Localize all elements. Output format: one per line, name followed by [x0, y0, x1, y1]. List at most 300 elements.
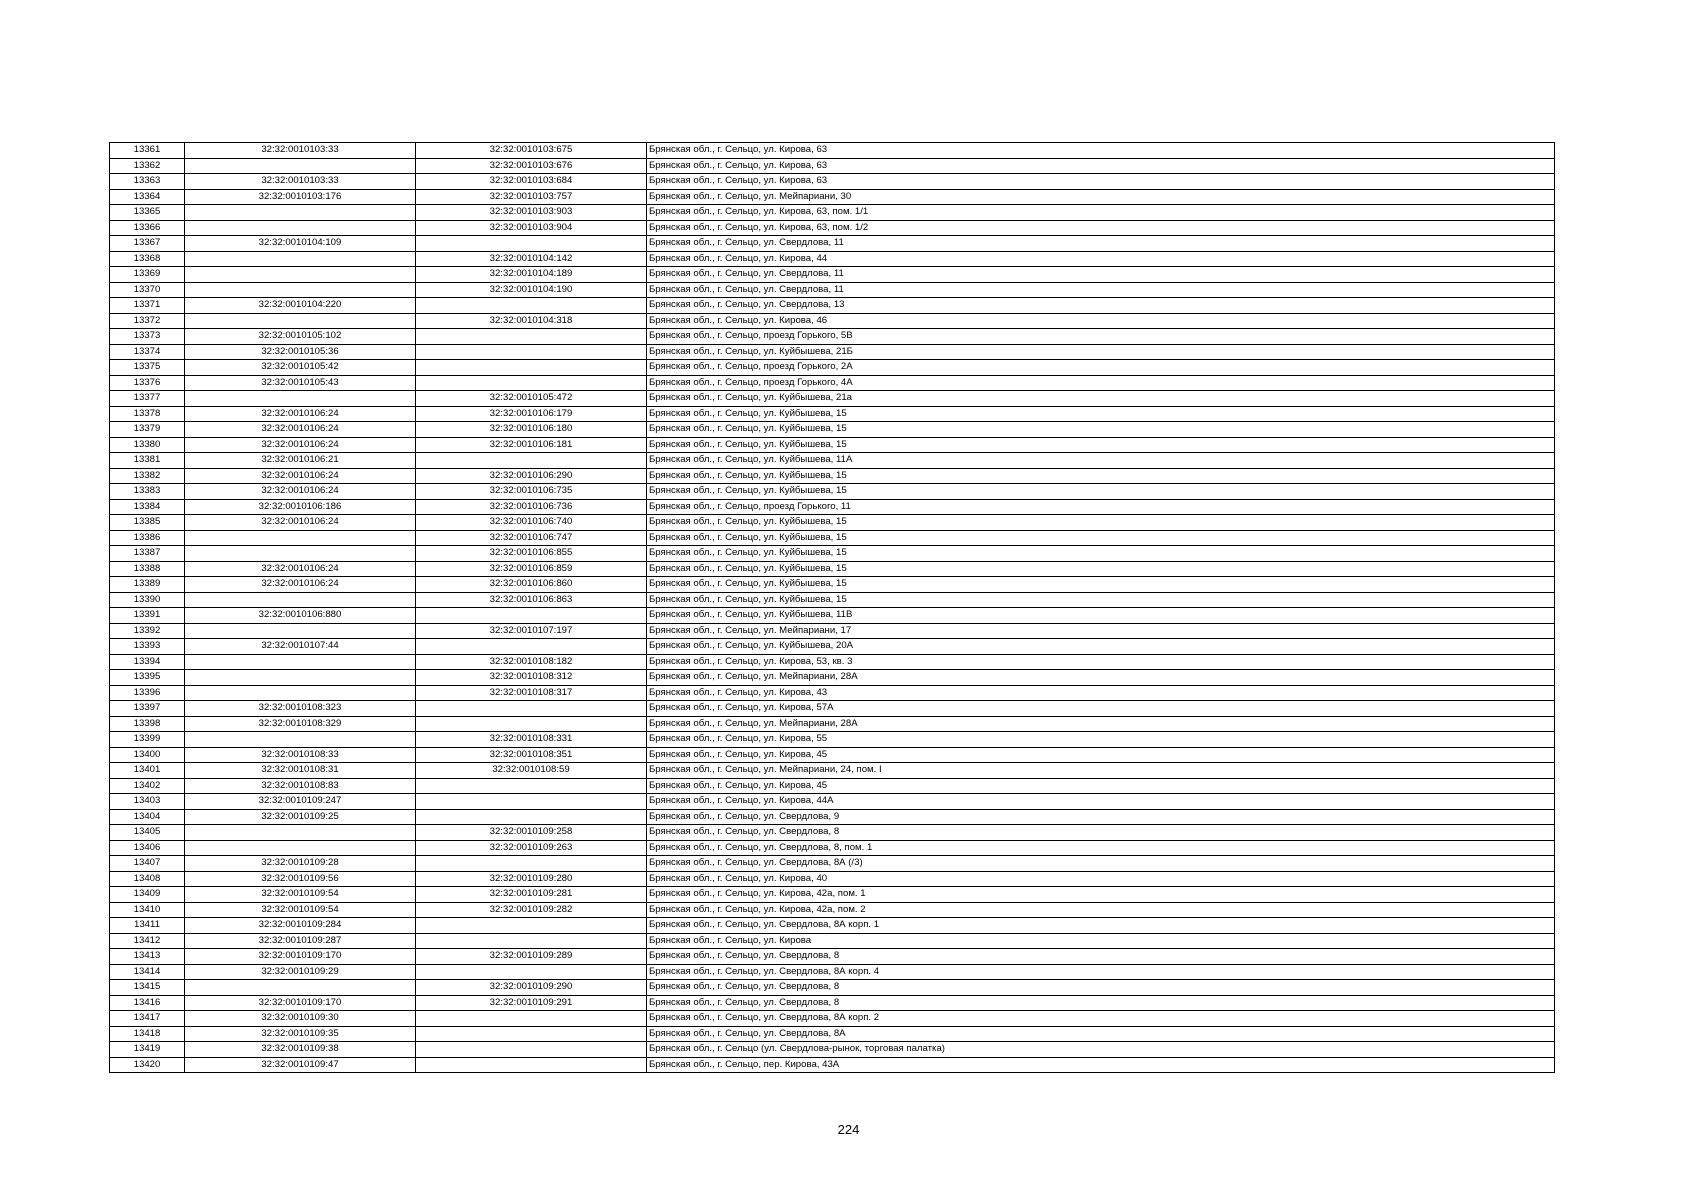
address-cell: Брянская обл., г. Сельцо, проезд Горького, 2А — [647, 360, 1555, 376]
cadastral-number-cell: 32:32:0010108:31 — [185, 763, 416, 779]
cadastral-number-cell: 32:32:0010109:28 — [185, 856, 416, 872]
table-row — [110, 685, 1555, 701]
row-number-cell: 13361 — [110, 143, 185, 159]
address-cell: Брянская обл., г. Сельцо, ул. Кирова, 55 — [647, 732, 1555, 748]
row-number-cell: 13383 — [110, 484, 185, 500]
address-cell: Брянская обл., г. Сельцо, ул. Свердлова, 11 — [647, 236, 1555, 252]
address-cell: Брянская обл., г. Сельцо, ул. Куйбышева, 15 — [647, 484, 1555, 500]
object-cadastral-number-cell: 32:32:0010109:263 — [416, 840, 647, 856]
object-cadastral-number-cell — [416, 794, 647, 810]
row-number-cell: 13407 — [110, 856, 185, 872]
object-cadastral-number-cell: 32:32:0010106:859 — [416, 561, 647, 577]
object-cadastral-number-cell — [416, 1042, 647, 1058]
cadastral-number-cell — [185, 220, 416, 236]
table-row — [110, 949, 1555, 965]
row-number-cell: 13414 — [110, 964, 185, 980]
row-number-cell: 13368 — [110, 251, 185, 267]
row-number-cell: 13411 — [110, 918, 185, 934]
row-number-cell: 13420 — [110, 1057, 185, 1073]
row-number-cell: 13393 — [110, 639, 185, 655]
address-cell: Брянская обл., г. Сельцо, ул. Куйбышева, 21а — [647, 391, 1555, 407]
cadastral-number-cell: 32:32:0010109:35 — [185, 1026, 416, 1042]
cadastral-number-cell: 32:32:0010109:29 — [185, 964, 416, 980]
row-number-cell: 13404 — [110, 809, 185, 825]
table-row — [110, 701, 1555, 717]
object-cadastral-number-cell — [416, 236, 647, 252]
address-cell: Брянская обл., г. Сельцо, ул. Куйбышева, 15 — [647, 422, 1555, 438]
object-cadastral-number-cell — [416, 453, 647, 469]
table-row — [110, 205, 1555, 221]
object-cadastral-number-cell: 32:32:0010108:59 — [416, 763, 647, 779]
cadastral-number-cell: 32:32:0010105:43 — [185, 375, 416, 391]
cadastral-number-cell: 32:32:0010104:220 — [185, 298, 416, 314]
cadastral-number-cell: 32:32:0010106:24 — [185, 561, 416, 577]
address-cell: Брянская обл., г. Сельцо, ул. Куйбышева, 15 — [647, 561, 1555, 577]
object-cadastral-number-cell: 32:32:0010105:472 — [416, 391, 647, 407]
table-row — [110, 809, 1555, 825]
cadastral-number-cell: 32:32:0010103:33 — [185, 143, 416, 159]
cadastral-number-cell — [185, 670, 416, 686]
address-cell: Брянская обл., г. Сельцо, ул. Куйбышева, 21Б — [647, 344, 1555, 360]
table-row — [110, 639, 1555, 655]
row-number-cell: 13402 — [110, 778, 185, 794]
object-cadastral-number-cell: 32:32:0010109:258 — [416, 825, 647, 841]
row-number-cell: 13362 — [110, 158, 185, 174]
address-cell: Брянская обл., г. Сельцо, ул. Кирова, 40 — [647, 871, 1555, 887]
cadastral-number-cell — [185, 530, 416, 546]
address-cell: Брянская обл., г. Сельцо, ул. Свердлова, 8 — [647, 949, 1555, 965]
cadastral-number-cell: 32:32:0010109:54 — [185, 887, 416, 903]
address-cell: Брянская обл., г. Сельцо, ул. Кирова, 43 — [647, 685, 1555, 701]
table-row — [110, 375, 1555, 391]
cadastral-number-cell: 32:32:0010109:25 — [185, 809, 416, 825]
object-cadastral-number-cell — [416, 856, 647, 872]
data-table — [109, 142, 1555, 1073]
address-cell: Брянская обл., г. Сельцо, ул. Куйбышева, 15 — [647, 515, 1555, 531]
row-number-cell: 13418 — [110, 1026, 185, 1042]
object-cadastral-number-cell: 32:32:0010103:757 — [416, 189, 647, 205]
row-number-cell: 13378 — [110, 406, 185, 422]
table-row — [110, 918, 1555, 934]
cadastral-number-cell: 32:32:0010106:24 — [185, 422, 416, 438]
address-cell: Брянская обл., г. Сельцо, ул. Мейпариани, 28А — [647, 716, 1555, 732]
table-row — [110, 732, 1555, 748]
address-cell: Брянская обл., г. Сельцо, ул. Кирова, 63, пом. 1/2 — [647, 220, 1555, 236]
table-row — [110, 1026, 1555, 1042]
row-number-cell: 13390 — [110, 592, 185, 608]
cadastral-number-cell: 32:32:0010104:109 — [185, 236, 416, 252]
table-row — [110, 670, 1555, 686]
row-number-cell: 13409 — [110, 887, 185, 903]
address-cell: Брянская обл., г. Сельцо, ул. Кирова, 45 — [647, 778, 1555, 794]
cadastral-number-cell: 32:32:0010105:36 — [185, 344, 416, 360]
row-number-cell: 13397 — [110, 701, 185, 717]
row-number-cell: 13403 — [110, 794, 185, 810]
table-row — [110, 763, 1555, 779]
object-cadastral-number-cell: 32:32:0010103:904 — [416, 220, 647, 236]
address-cell: Брянская обл., г. Сельцо, ул. Куйбышева, 11В — [647, 608, 1555, 624]
row-number-cell: 13401 — [110, 763, 185, 779]
address-cell: Брянская обл., г. Сельцо, ул. Свердлова, 11 — [647, 282, 1555, 298]
object-cadastral-number-cell — [416, 809, 647, 825]
object-cadastral-number-cell: 32:32:0010106:863 — [416, 592, 647, 608]
row-number-cell: 13367 — [110, 236, 185, 252]
address-cell: Брянская обл., г. Сельцо, ул. Куйбышева, 15 — [647, 468, 1555, 484]
object-cadastral-number-cell: 32:32:0010109:281 — [416, 887, 647, 903]
address-cell: Брянская обл., г. Сельцо, ул. Свердлова, 8А (/3) — [647, 856, 1555, 872]
table-row — [110, 360, 1555, 376]
row-number-cell: 13379 — [110, 422, 185, 438]
object-cadastral-number-cell — [416, 1011, 647, 1027]
row-number-cell: 13387 — [110, 546, 185, 562]
address-cell: Брянская обл., г. Сельцо (ул. Свердлова-рынок, торговая палатка) — [647, 1042, 1555, 1058]
table-row — [110, 980, 1555, 996]
cadastral-number-cell — [185, 546, 416, 562]
table-row — [110, 856, 1555, 872]
table-row — [110, 391, 1555, 407]
cadastral-number-cell: 32:32:0010109:247 — [185, 794, 416, 810]
object-cadastral-number-cell: 32:32:0010109:282 — [416, 902, 647, 918]
object-cadastral-number-cell — [416, 608, 647, 624]
table-row — [110, 422, 1555, 438]
object-cadastral-number-cell: 32:32:0010106:736 — [416, 499, 647, 515]
row-number-cell: 13370 — [110, 282, 185, 298]
object-cadastral-number-cell: 32:32:0010103:675 — [416, 143, 647, 159]
row-number-cell: 13389 — [110, 577, 185, 593]
table-row — [110, 298, 1555, 314]
table-row — [110, 189, 1555, 205]
row-number-cell: 13391 — [110, 608, 185, 624]
object-cadastral-number-cell — [416, 778, 647, 794]
row-number-cell: 13410 — [110, 902, 185, 918]
table-row — [110, 871, 1555, 887]
address-cell: Брянская обл., г. Сельцо, ул. Куйбышева, 20А — [647, 639, 1555, 655]
cadastral-number-cell: 32:32:0010109:30 — [185, 1011, 416, 1027]
table-row — [110, 344, 1555, 360]
cadastral-number-cell: 32:32:0010106:24 — [185, 515, 416, 531]
address-cell: Брянская обл., г. Сельцо, ул. Мейпариани, 17 — [647, 623, 1555, 639]
table-row — [110, 143, 1555, 159]
address-cell: Брянская обл., г. Сельцо, ул. Свердлова, 8 — [647, 995, 1555, 1011]
cadastral-number-cell: 32:32:0010108:323 — [185, 701, 416, 717]
cadastral-number-cell — [185, 267, 416, 283]
cadastral-number-cell: 32:32:0010109:47 — [185, 1057, 416, 1073]
table-row — [110, 313, 1555, 329]
row-number-cell: 13365 — [110, 205, 185, 221]
table-row — [110, 716, 1555, 732]
object-cadastral-number-cell: 32:32:0010108:312 — [416, 670, 647, 686]
table-row — [110, 654, 1555, 670]
table-row — [110, 1011, 1555, 1027]
address-cell: Брянская обл., г. Сельцо, ул. Кирова, 63 — [647, 158, 1555, 174]
table-row — [110, 592, 1555, 608]
cadastral-number-cell — [185, 282, 416, 298]
object-cadastral-number-cell: 32:32:0010104:318 — [416, 313, 647, 329]
table-row — [110, 778, 1555, 794]
address-cell: Брянская обл., г. Сельцо, ул. Куйбышева, 15 — [647, 577, 1555, 593]
cadastral-number-cell: 32:32:0010109:56 — [185, 871, 416, 887]
cadastral-number-cell: 32:32:0010105:102 — [185, 329, 416, 345]
cadastral-number-cell: 32:32:0010106:186 — [185, 499, 416, 515]
address-cell: Брянская обл., г. Сельцо, ул. Кирова, 57А — [647, 701, 1555, 717]
cadastral-number-cell: 32:32:0010109:38 — [185, 1042, 416, 1058]
table-row — [110, 406, 1555, 422]
address-cell: Брянская обл., г. Сельцо, ул. Свердлова, 8А корп. 4 — [647, 964, 1555, 980]
row-number-cell: 13394 — [110, 654, 185, 670]
row-number-cell: 13381 — [110, 453, 185, 469]
table-row — [110, 267, 1555, 283]
address-cell: Брянская обл., г. Сельцо, ул. Куйбышева, 15 — [647, 592, 1555, 608]
object-cadastral-number-cell: 32:32:0010106:855 — [416, 546, 647, 562]
cadastral-number-cell: 32:32:0010109:170 — [185, 949, 416, 965]
table-row — [110, 747, 1555, 763]
cadastral-number-cell — [185, 205, 416, 221]
address-cell: Брянская обл., г. Сельцо, ул. Свердлова, 8А корп. 2 — [647, 1011, 1555, 1027]
cadastral-number-cell: 32:32:0010109:54 — [185, 902, 416, 918]
address-cell: Брянская обл., г. Сельцо, ул. Свердлова, 8А корп. 1 — [647, 918, 1555, 934]
row-number-cell: 13406 — [110, 840, 185, 856]
address-cell: Брянская обл., г. Сельцо, проезд Горького, 4А — [647, 375, 1555, 391]
object-cadastral-number-cell: 32:32:0010108:317 — [416, 685, 647, 701]
table-row — [110, 1057, 1555, 1073]
object-cadastral-number-cell: 32:32:0010106:735 — [416, 484, 647, 500]
table-row — [110, 1042, 1555, 1058]
cadastral-number-cell — [185, 313, 416, 329]
object-cadastral-number-cell — [416, 329, 647, 345]
address-cell: Брянская обл., г. Сельцо, ул. Кирова, 63, пом. 1/1 — [647, 205, 1555, 221]
cadastral-number-cell — [185, 840, 416, 856]
table-row — [110, 840, 1555, 856]
row-number-cell: 13399 — [110, 732, 185, 748]
object-cadastral-number-cell — [416, 701, 647, 717]
table-row — [110, 174, 1555, 190]
row-number-cell: 13396 — [110, 685, 185, 701]
table-row — [110, 608, 1555, 624]
object-cadastral-number-cell: 32:32:0010106:747 — [416, 530, 647, 546]
address-cell: Брянская обл., г. Сельцо, ул. Свердлова, 13 — [647, 298, 1555, 314]
address-cell: Брянская обл., г. Сельцо, проезд Горького, 5В — [647, 329, 1555, 345]
object-cadastral-number-cell: 32:32:0010107:197 — [416, 623, 647, 639]
table-row — [110, 623, 1555, 639]
object-cadastral-number-cell — [416, 1026, 647, 1042]
object-cadastral-number-cell — [416, 1057, 647, 1073]
table-row — [110, 484, 1555, 500]
row-number-cell: 13371 — [110, 298, 185, 314]
cadastral-number-cell: 32:32:0010106:24 — [185, 577, 416, 593]
object-cadastral-number-cell: 32:32:0010109:290 — [416, 980, 647, 996]
table-row — [110, 329, 1555, 345]
object-cadastral-number-cell: 32:32:0010104:190 — [416, 282, 647, 298]
object-cadastral-number-cell — [416, 375, 647, 391]
object-cadastral-number-cell — [416, 639, 647, 655]
cadastral-number-cell — [185, 158, 416, 174]
row-number-cell: 13375 — [110, 360, 185, 376]
row-number-cell: 13417 — [110, 1011, 185, 1027]
row-number-cell: 13392 — [110, 623, 185, 639]
object-cadastral-number-cell: 32:32:0010106:179 — [416, 406, 647, 422]
object-cadastral-number-cell — [416, 716, 647, 732]
address-cell: Брянская обл., г. Сельцо, ул. Кирова, 63 — [647, 143, 1555, 159]
row-number-cell: 13412 — [110, 933, 185, 949]
object-cadastral-number-cell — [416, 344, 647, 360]
cadastral-number-cell: 32:32:0010105:42 — [185, 360, 416, 376]
table-row — [110, 236, 1555, 252]
cadastral-number-cell: 32:32:0010106:24 — [185, 437, 416, 453]
row-number-cell: 13369 — [110, 267, 185, 283]
table-row — [110, 515, 1555, 531]
cadastral-number-cell: 32:32:0010106:24 — [185, 484, 416, 500]
address-cell: Брянская обл., г. Сельцо, ул. Кирова, 44 — [647, 251, 1555, 267]
address-cell: Брянская обл., г. Сельцо, ул. Мейпариани, 24, пом. I — [647, 763, 1555, 779]
object-cadastral-number-cell: 32:32:0010106:181 — [416, 437, 647, 453]
address-cell: Брянская обл., г. Сельцо, ул. Кирова, 53, кв. 3 — [647, 654, 1555, 670]
cadastral-number-cell: 32:32:0010103:33 — [185, 174, 416, 190]
object-cadastral-number-cell — [416, 964, 647, 980]
table-row — [110, 468, 1555, 484]
page-number: 224 — [837, 1122, 860, 1137]
address-cell: Брянская обл., г. Сельцо, ул. Свердлова, 8 — [647, 825, 1555, 841]
cadastral-number-cell: 32:32:0010109:284 — [185, 918, 416, 934]
table-row — [110, 995, 1555, 1011]
object-cadastral-number-cell — [416, 298, 647, 314]
address-cell: Брянская обл., г. Сельцо, ул. Свердлова, 8, пом. 1 — [647, 840, 1555, 856]
row-number-cell: 13384 — [110, 499, 185, 515]
cadastral-number-cell: 32:32:0010106:880 — [185, 608, 416, 624]
row-number-cell: 13415 — [110, 980, 185, 996]
row-number-cell: 13386 — [110, 530, 185, 546]
address-cell: Брянская обл., г. Сельцо, ул. Куйбышева, 15 — [647, 530, 1555, 546]
address-cell: Брянская обл., г. Сельцо, ул. Куйбышева, 15 — [647, 437, 1555, 453]
object-cadastral-number-cell: 32:32:0010104:142 — [416, 251, 647, 267]
object-cadastral-number-cell: 32:32:0010109:291 — [416, 995, 647, 1011]
cadastral-number-cell — [185, 654, 416, 670]
address-cell: Брянская обл., г. Сельцо, ул. Кирова, 42а, пом. 2 — [647, 902, 1555, 918]
object-cadastral-number-cell: 32:32:0010109:289 — [416, 949, 647, 965]
address-cell: Брянская обл., г. Сельцо, ул. Кирова — [647, 933, 1555, 949]
address-cell: Брянская обл., г. Сельцо, ул. Кирова, 44А — [647, 794, 1555, 810]
row-number-cell: 13416 — [110, 995, 185, 1011]
table-row — [110, 933, 1555, 949]
cadastral-number-cell — [185, 732, 416, 748]
row-number-cell: 13374 — [110, 344, 185, 360]
object-cadastral-number-cell: 32:32:0010108:331 — [416, 732, 647, 748]
address-cell: Брянская обл., г. Сельцо, ул. Мейпариани, 28А — [647, 670, 1555, 686]
address-cell: Брянская обл., г. Сельцо, ул. Кирова, 63 — [647, 174, 1555, 190]
address-cell: Брянская обл., г. Сельцо, ул. Куйбышева, 11А — [647, 453, 1555, 469]
object-cadastral-number-cell: 32:32:0010106:180 — [416, 422, 647, 438]
row-number-cell: 13400 — [110, 747, 185, 763]
cadastral-number-cell — [185, 623, 416, 639]
row-number-cell: 13419 — [110, 1042, 185, 1058]
cadastral-number-cell — [185, 592, 416, 608]
cadastral-number-cell: 32:32:0010108:33 — [185, 747, 416, 763]
address-cell: Брянская обл., г. Сельцо, проезд Горького, 11 — [647, 499, 1555, 515]
object-cadastral-number-cell: 32:32:0010106:740 — [416, 515, 647, 531]
table-row — [110, 546, 1555, 562]
cadastral-number-cell: 32:32:0010109:170 — [185, 995, 416, 1011]
address-cell: Брянская обл., г. Сельцо, ул. Свердлова, 8А — [647, 1026, 1555, 1042]
cadastral-number-cell — [185, 980, 416, 996]
object-cadastral-number-cell — [416, 933, 647, 949]
address-cell: Брянская обл., г. Сельцо, ул. Куйбышева, 15 — [647, 406, 1555, 422]
cadastral-number-cell: 32:32:0010106:21 — [185, 453, 416, 469]
table-row — [110, 902, 1555, 918]
address-cell: Брянская обл., г. Сельцо, ул. Кирова, 45 — [647, 747, 1555, 763]
row-number-cell: 13408 — [110, 871, 185, 887]
object-cadastral-number-cell: 32:32:0010106:860 — [416, 577, 647, 593]
object-cadastral-number-cell: 32:32:0010108:351 — [416, 747, 647, 763]
row-number-cell: 13364 — [110, 189, 185, 205]
row-number-cell: 13380 — [110, 437, 185, 453]
object-cadastral-number-cell: 32:32:0010104:189 — [416, 267, 647, 283]
table-row — [110, 825, 1555, 841]
row-number-cell: 13373 — [110, 329, 185, 345]
table-row — [110, 577, 1555, 593]
object-cadastral-number-cell — [416, 918, 647, 934]
cadastral-number-cell: 32:32:0010106:24 — [185, 406, 416, 422]
row-number-cell: 13377 — [110, 391, 185, 407]
table-row — [110, 220, 1555, 236]
address-cell: Брянская обл., г. Сельцо, ул. Куйбышева, 15 — [647, 546, 1555, 562]
address-cell: Брянская обл., г. Сельцо, ул. Мейпариани, 30 — [647, 189, 1555, 205]
table-row — [110, 453, 1555, 469]
cadastral-number-cell — [185, 391, 416, 407]
object-cadastral-number-cell: 32:32:0010103:903 — [416, 205, 647, 221]
cadastral-number-cell: 32:32:0010103:176 — [185, 189, 416, 205]
table-row — [110, 158, 1555, 174]
row-number-cell: 13395 — [110, 670, 185, 686]
table-row — [110, 437, 1555, 453]
address-cell: Брянская обл., г. Сельцо, ул. Свердлова, 11 — [647, 267, 1555, 283]
cadastral-number-cell: 32:32:0010106:24 — [185, 468, 416, 484]
table-row — [110, 251, 1555, 267]
cadastral-number-cell — [185, 685, 416, 701]
address-cell: Брянская обл., г. Сельцо, ул. Свердлова, 8 — [647, 980, 1555, 996]
table-row — [110, 282, 1555, 298]
object-cadastral-number-cell: 32:32:0010103:684 — [416, 174, 647, 190]
object-cadastral-number-cell: 32:32:0010109:280 — [416, 871, 647, 887]
cadastral-number-cell: 32:32:0010109:287 — [185, 933, 416, 949]
row-number-cell: 13382 — [110, 468, 185, 484]
cadastral-number-cell: 32:32:0010107:44 — [185, 639, 416, 655]
row-number-cell: 13363 — [110, 174, 185, 190]
address-cell: Брянская обл., г. Сельцо, пер. Кирова, 43А — [647, 1057, 1555, 1073]
object-cadastral-number-cell: 32:32:0010108:182 — [416, 654, 647, 670]
table-row — [110, 499, 1555, 515]
row-number-cell: 13376 — [110, 375, 185, 391]
object-cadastral-number-cell — [416, 360, 647, 376]
row-number-cell: 13405 — [110, 825, 185, 841]
address-cell: Брянская обл., г. Сельцо, ул. Свердлова, 9 — [647, 809, 1555, 825]
cadastral-number-cell: 32:32:0010108:83 — [185, 778, 416, 794]
table-row — [110, 964, 1555, 980]
cadastral-number-cell — [185, 825, 416, 841]
row-number-cell: 13366 — [110, 220, 185, 236]
cadastral-number-cell: 32:32:0010108:329 — [185, 716, 416, 732]
object-cadastral-number-cell: 32:32:0010106:290 — [416, 468, 647, 484]
row-number-cell: 13372 — [110, 313, 185, 329]
table-row — [110, 561, 1555, 577]
row-number-cell: 13398 — [110, 716, 185, 732]
cadastral-number-cell — [185, 251, 416, 267]
table-row — [110, 887, 1555, 903]
row-number-cell: 13413 — [110, 949, 185, 965]
table-row — [110, 794, 1555, 810]
table-row — [110, 530, 1555, 546]
address-cell: Брянская обл., г. Сельцо, ул. Кирова, 46 — [647, 313, 1555, 329]
address-cell: Брянская обл., г. Сельцо, ул. Кирова, 42а, пом. 1 — [647, 887, 1555, 903]
row-number-cell: 13388 — [110, 561, 185, 577]
